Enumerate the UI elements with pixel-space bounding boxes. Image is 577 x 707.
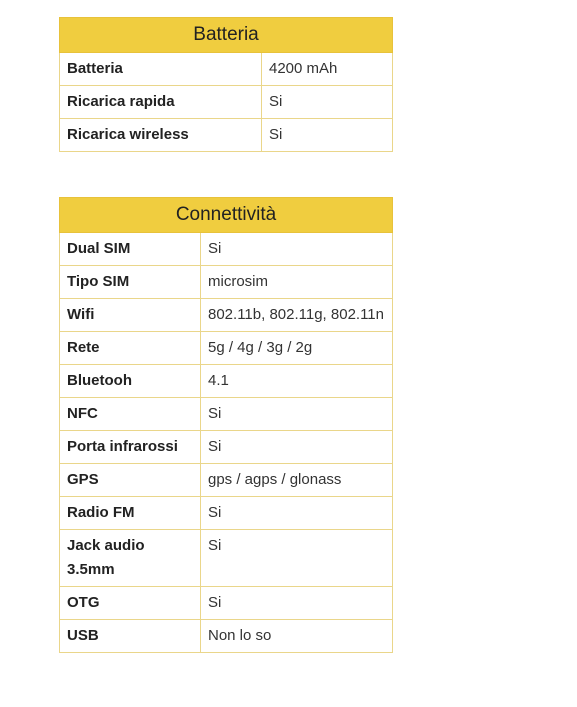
spec-label: Wifi <box>60 299 201 332</box>
table-row <box>60 365 393 398</box>
table-row <box>60 431 393 464</box>
spec-label: OTG <box>60 587 201 620</box>
spec-value: Si <box>201 398 393 431</box>
battery-table-title: Batteria <box>60 18 393 53</box>
spec-label: Dual SIM <box>60 233 201 266</box>
spec-label: Tipo SIM <box>60 266 201 299</box>
spec-label: USB <box>60 620 201 653</box>
table-row <box>60 86 393 119</box>
table-header-row <box>60 18 393 53</box>
table-row <box>60 620 393 653</box>
spec-label: Bluetooh <box>60 365 201 398</box>
table-row <box>60 53 393 86</box>
connectivity-table-title: Connettività <box>60 198 393 233</box>
spec-label: Ricarica rapida <box>60 86 262 119</box>
spec-value: Si <box>262 119 393 152</box>
spec-label: Jack audio 3.5mm <box>60 530 201 587</box>
spec-value: Si <box>262 86 393 119</box>
battery-spec-table <box>59 17 393 152</box>
spec-value: microsim <box>201 266 393 299</box>
table-row <box>60 299 393 332</box>
spec-value: gps / agps / glonass <box>201 464 393 497</box>
spec-label: NFC <box>60 398 201 431</box>
connectivity-spec-table <box>59 197 393 653</box>
table-row <box>60 497 393 530</box>
spec-value: Si <box>201 431 393 464</box>
spec-value: 4.1 <box>201 365 393 398</box>
spec-value: Si <box>201 530 393 587</box>
table-header-row <box>60 198 393 233</box>
table-row <box>60 587 393 620</box>
spec-value: 4200 mAh <box>262 53 393 86</box>
spec-label: Batteria <box>60 53 262 86</box>
spec-label: GPS <box>60 464 201 497</box>
spec-value: Si <box>201 497 393 530</box>
table-row <box>60 233 393 266</box>
spec-label: Rete <box>60 332 201 365</box>
table-row <box>60 398 393 431</box>
table-row <box>60 464 393 497</box>
spec-label: Porta infrarossi <box>60 431 201 464</box>
spec-value: Si <box>201 587 393 620</box>
spec-value: Si <box>201 233 393 266</box>
spec-label: Radio FM <box>60 497 201 530</box>
table-row <box>60 530 393 587</box>
table-row <box>60 332 393 365</box>
spec-value: 802.11b, 802.11g, 802.11n <box>201 299 393 332</box>
table-row <box>60 266 393 299</box>
spec-label: Ricarica wireless <box>60 119 262 152</box>
table-row <box>60 119 393 152</box>
spec-value: 5g / 4g / 3g / 2g <box>201 332 393 365</box>
spec-value: Non lo so <box>201 620 393 653</box>
